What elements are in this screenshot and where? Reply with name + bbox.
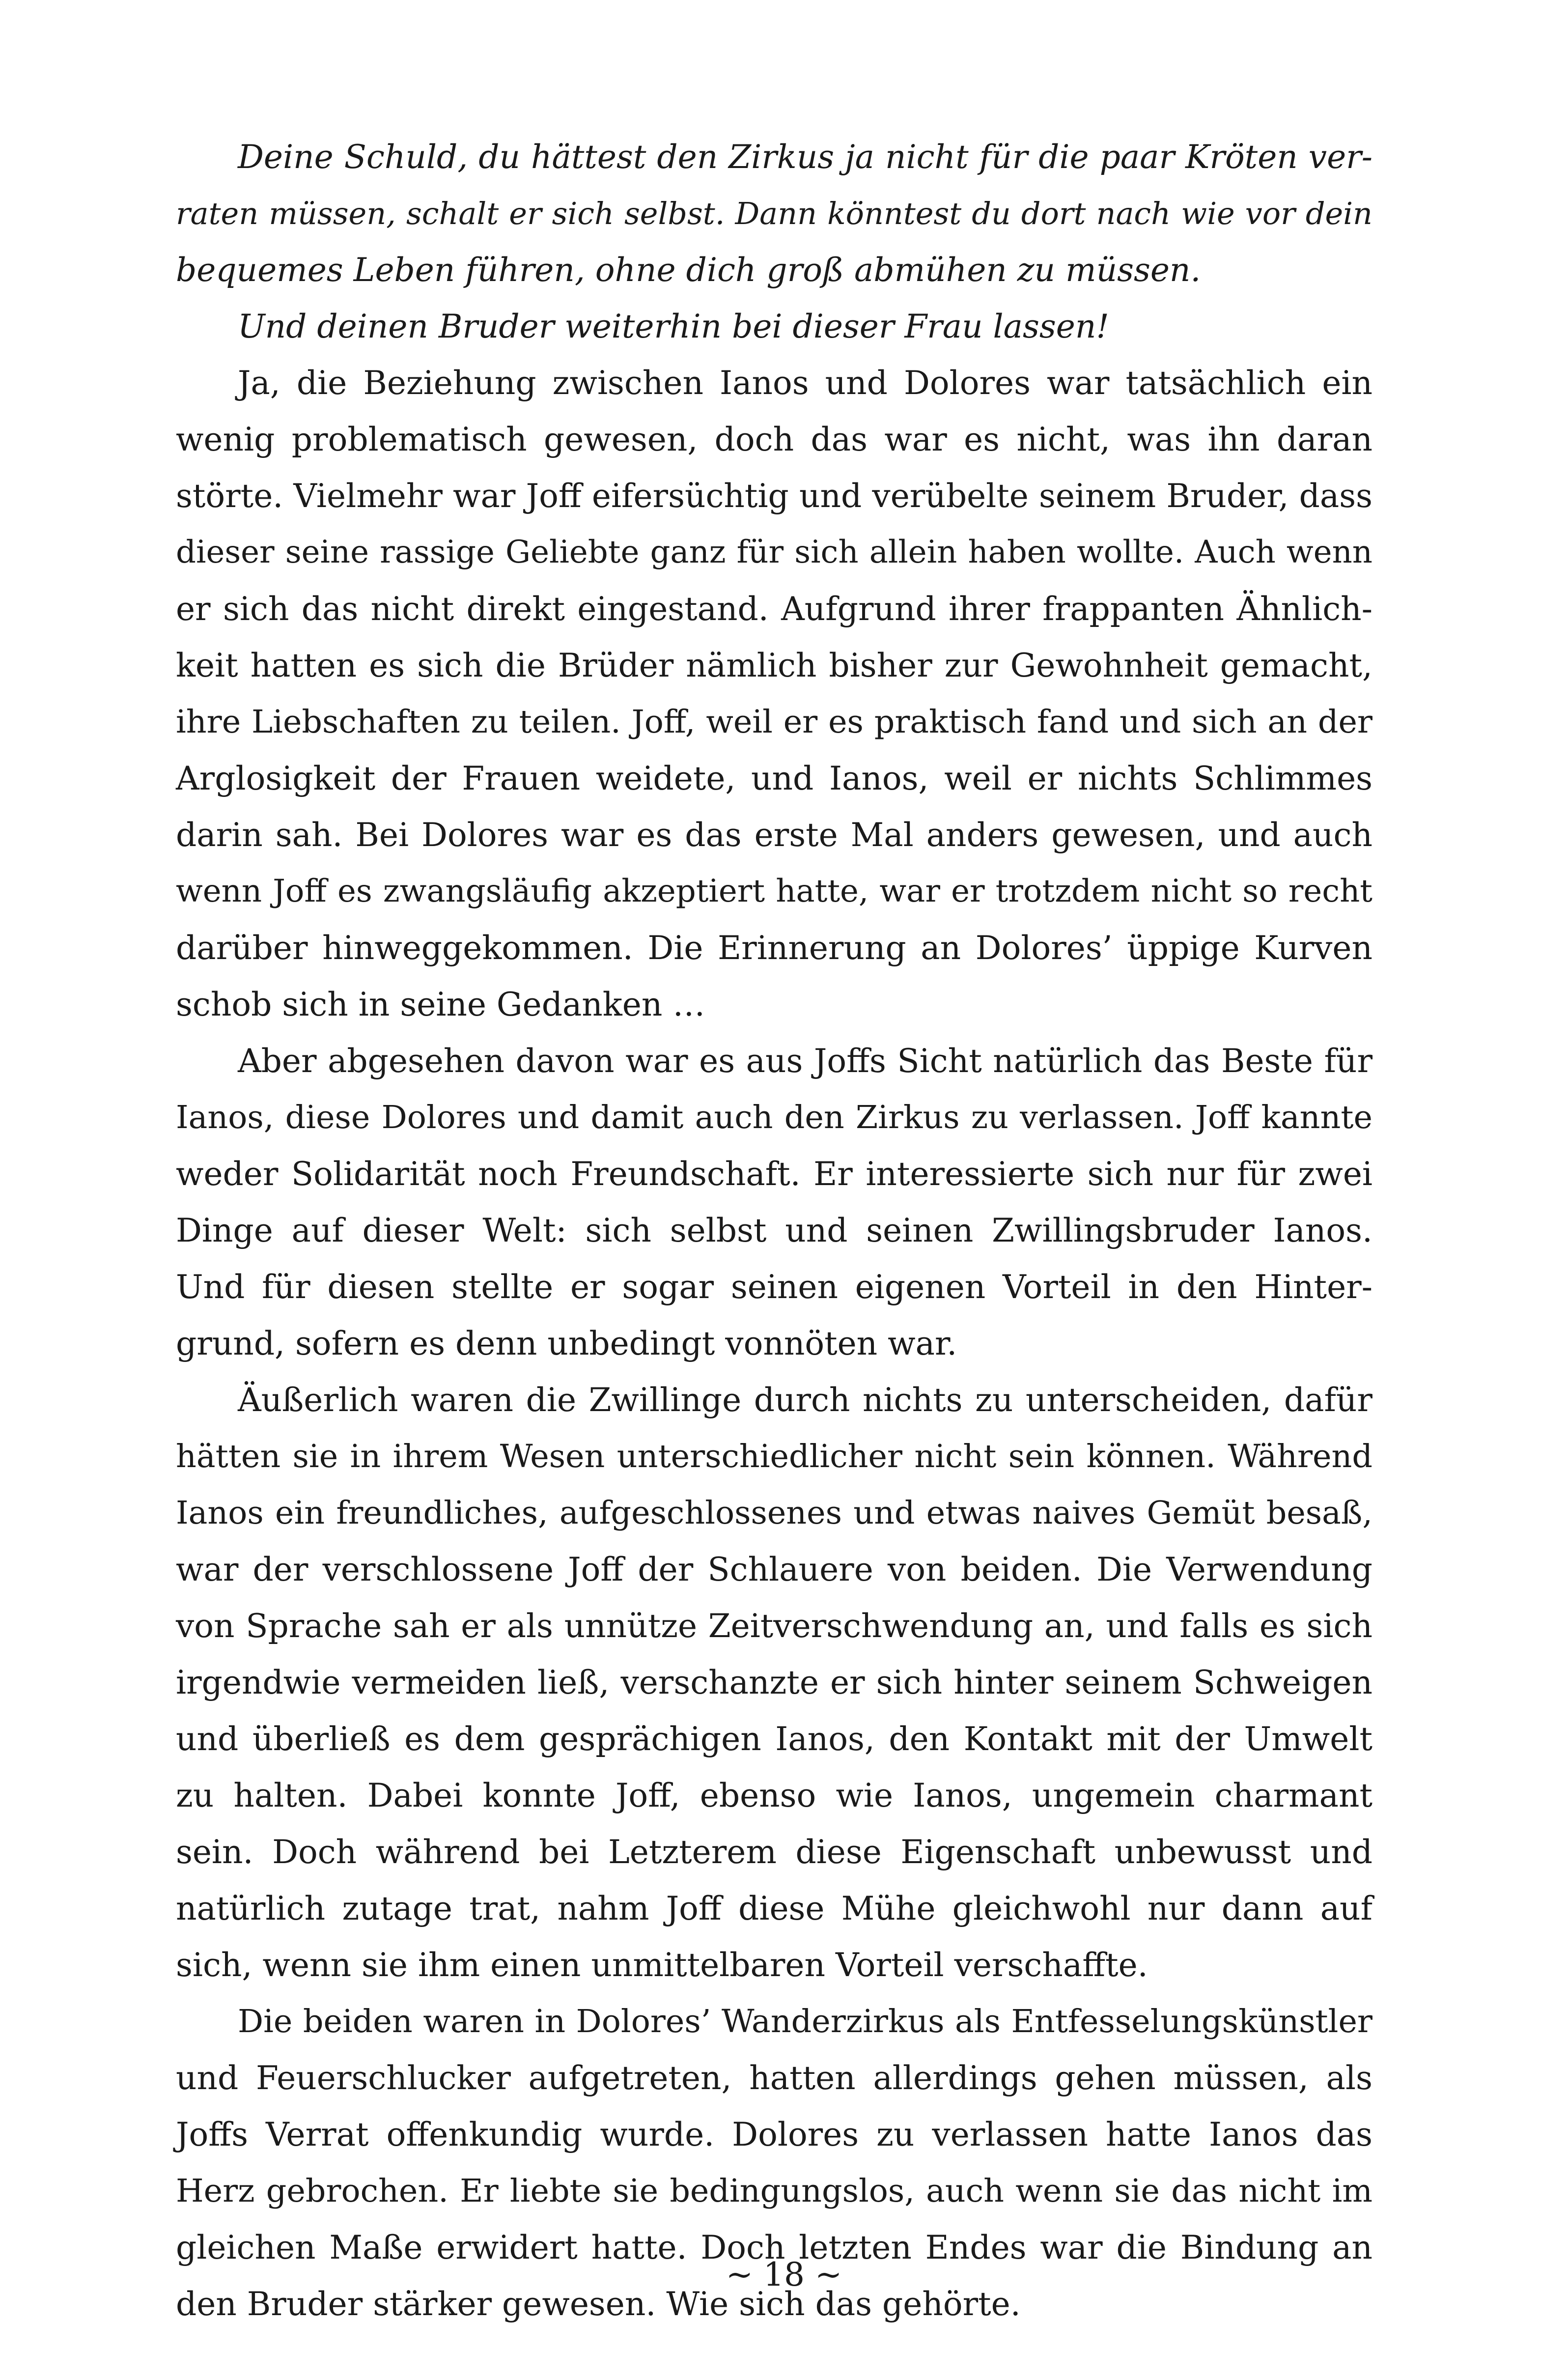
text-line: Die beiden waren in Dolores’ Wanderzirkus als Entfesselungskünstler — [238, 2003, 1372, 2040]
text-line: darüber hinweggekommen. Die Erinnerung an Dolores’ üppige Kurven — [176, 929, 1372, 967]
page-number: ~ 18 ~ — [726, 2256, 842, 2294]
text-line: Arglosigkeit der Frauen weidete, und Ianos, weil er nichts Schlimmes — [176, 760, 1372, 797]
text-line: Deine Schuld, du hättest den Zirkus ja nicht für die paar Kröten ver- — [238, 138, 1372, 176]
text-line: wenn Joff es zwangsläufig akzeptiert hatte, war er trotzdem nicht so recht — [176, 873, 1372, 909]
text-line: Joffs Verrat offenkundig wurde. Dolores zu verlassen hatte Ianos das — [176, 2116, 1372, 2153]
text-line: den Bruder stärker gewesen. Wie sich das gehörte. — [176, 2285, 1021, 2323]
text-line: Aber abgesehen davon war es aus Joffs Sicht natürlich das Beste für — [238, 1042, 1372, 1080]
text-line: darin sah. Bei Dolores war es das erste Mal anders gewesen, und auch — [176, 816, 1372, 854]
text-line: war der verschlossene Joff der Schlauere von beiden. Die Verwendung — [176, 1551, 1372, 1588]
text-line: weder Solidarität noch Freundschaft. Er interessierte sich nur für zwei — [176, 1155, 1372, 1193]
text-line: schob sich in seine Gedanken … — [176, 986, 705, 1023]
text-line: sein. Doch während bei Letzterem diese Eigenschaft unbewusst und — [176, 1833, 1372, 1871]
text-line: Dinge auf dieser Welt: sich selbst und seinen Zwillingsbruder Ianos. — [176, 1212, 1372, 1249]
text-line: Und für diesen stellte er sogar seinen eigenen Vorteil in den Hinter- — [176, 1268, 1372, 1306]
text-line: Herz gebrochen. Er liebte sie bedingungslos, auch wenn sie das nicht im — [176, 2173, 1372, 2209]
text-line: natürlich zutage trat, nahm Joff diese Mühe gleichwohl nur dann auf — [176, 1890, 1372, 1927]
text-line: raten müssen, schalt er sich selbst. Dann könntest du dort nach wie vor dein — [176, 196, 1372, 231]
text-line: von Sprache sah er als unnütze Zeitverschwendung an, und falls es sich — [176, 1607, 1372, 1645]
text-line: wenig problematisch gewesen, doch das war es nicht, was ihn daran — [176, 421, 1372, 458]
text-line: und Feuerschlucker aufgetreten, hatten allerdings gehen müssen, als — [176, 2059, 1372, 2097]
text-line: gleichen Maße erwidert hatte. Doch letzten Endes war die Bindung an — [176, 2229, 1372, 2266]
text-line: Äußerlich waren die Zwillinge durch nichts zu unterscheiden, dafür — [238, 1381, 1372, 1419]
text-line: zu halten. Dabei konnte Joff, ebenso wie Ianos, ungemein charmant — [176, 1777, 1372, 1814]
text-line: dieser seine rassige Geliebte ganz für sich allein haben wollte. Auch wenn — [176, 534, 1372, 570]
text-line: Und deinen Bruder weiterhin bei dieser Frau lassen! — [238, 308, 1109, 345]
text-line: sich, wenn sie ihm einen unmittelbaren Vorteil verschaffte. — [176, 1946, 1148, 1984]
text-line: grund, sofern es denn unbedingt vonnöten war. — [176, 1325, 957, 1362]
text-line: keit hatten es sich die Brüder nämlich bisher zur Gewohnheit gemacht, — [176, 647, 1372, 684]
text-line: irgendwie vermeiden ließ, verschanzte er sich hinter seinem Schweigen — [176, 1664, 1372, 1701]
body-text — [176, 129, 1372, 2332]
text-line: Ja, die Beziehung zwischen Ianos und Dolores war tatsächlich ein — [238, 364, 1372, 402]
text-line: hätten sie in ihrem Wesen unterschiedlicher nicht sein können. Während — [176, 1438, 1372, 1475]
text-line: bequemes Leben führen, ohne dich groß abmühen zu müssen. — [176, 251, 1201, 289]
text-line: störte. Vielmehr war Joff eifersüchtig und verübelte seinem Bruder, dass — [176, 477, 1372, 515]
text-line: Ianos ein freundliches, aufgeschlossenes und etwas naives Gemüt besaß, — [176, 1495, 1372, 1531]
text-line: und überließ es dem gesprächigen Ianos, den Kontakt mit der Umwelt — [176, 1720, 1372, 1758]
text-line: Ianos, diese Dolores und damit auch den Zirkus zu verlassen. Joff kannte — [176, 1099, 1372, 1136]
text-line: ihre Liebschaften zu teilen. Joff, weil er es praktisch fand und sich an der — [176, 704, 1372, 740]
text-line: er sich das nicht direkt eingestand. Aufgrund ihrer frappanten Ähnlich- — [176, 590, 1372, 628]
